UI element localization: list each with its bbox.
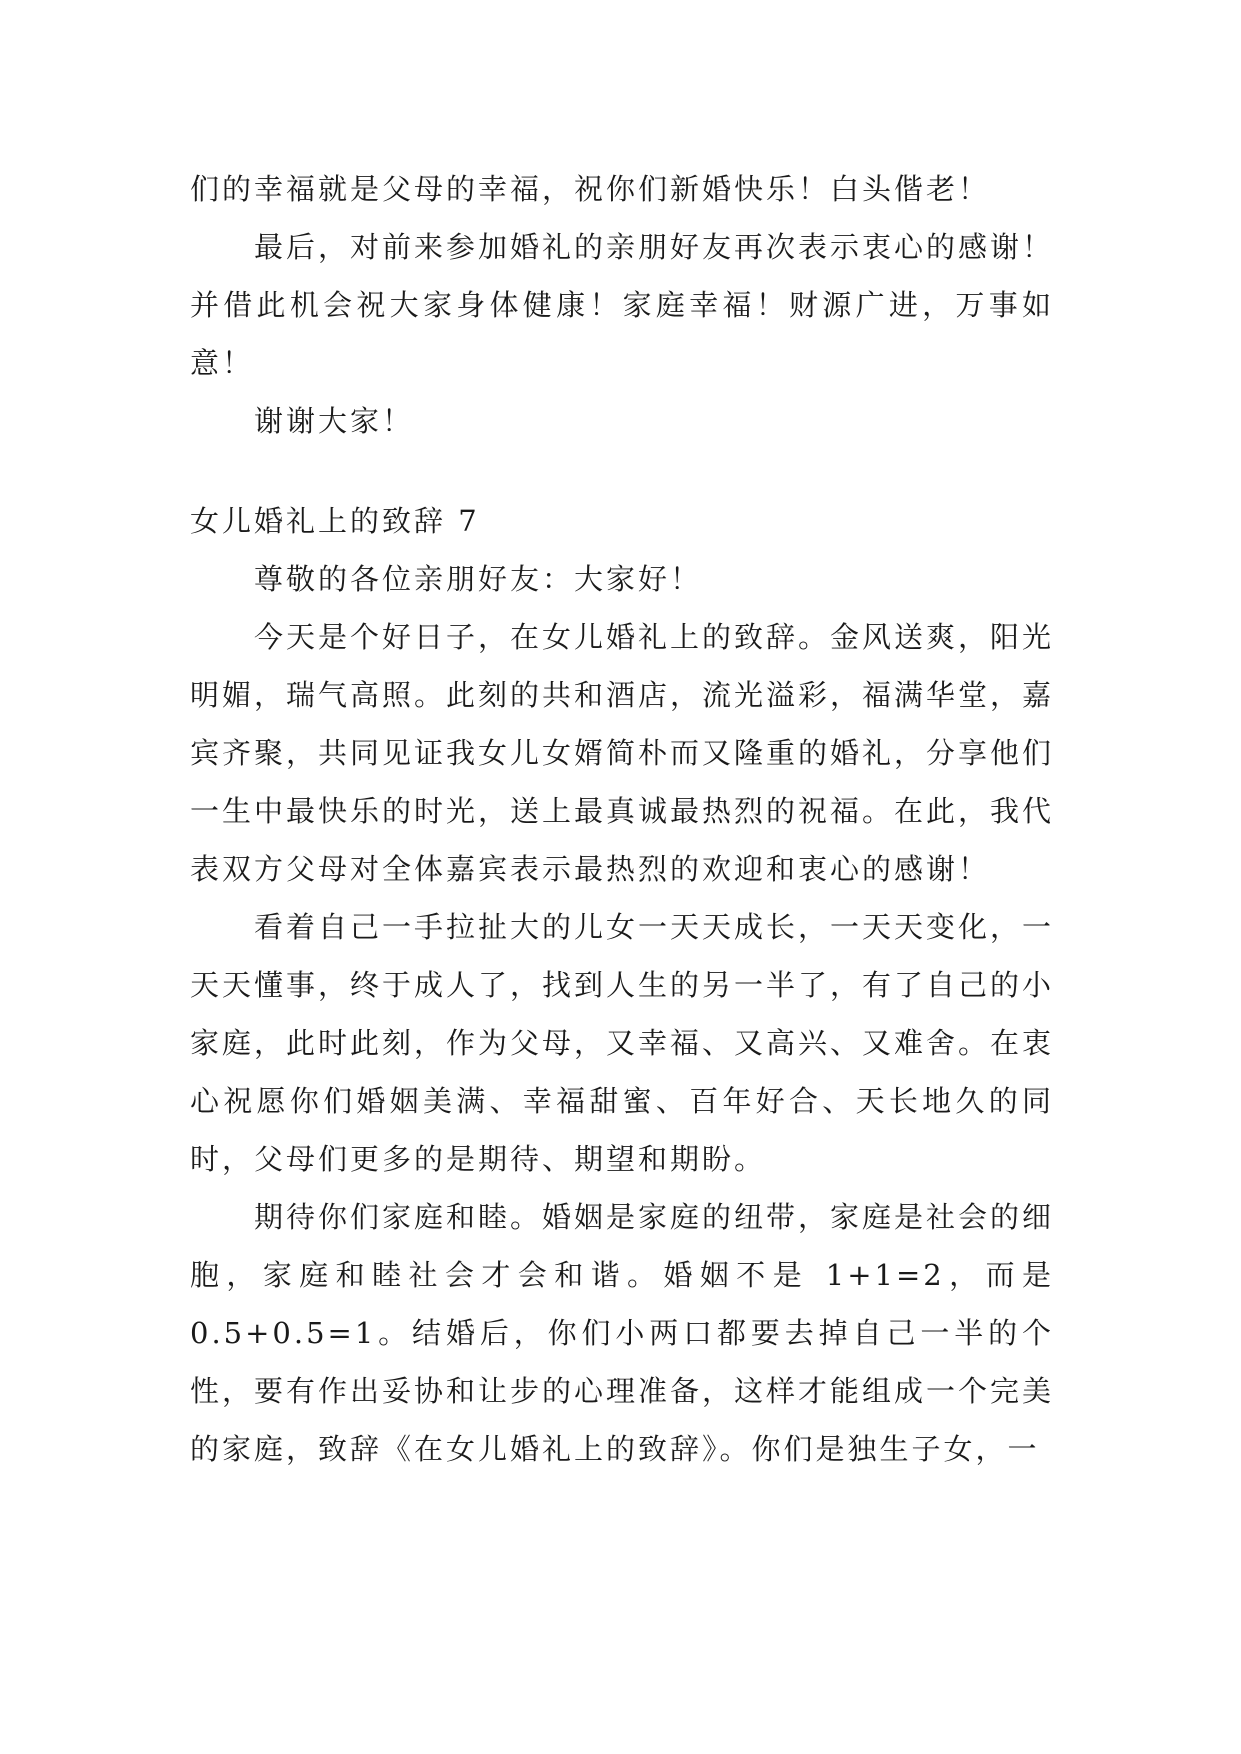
paragraph-harmony: 期待你们家庭和睦。婚姻是家庭的纽带，家庭是社会的细胞，家庭和睦社会才会和谐。婚姻不是 1+1=2，而是0.5+0.5=1。结婚后，你们小两口都要去掉自己一半的个性，要有作出妥协和让步的心理准备，这样才能组成一个完美的家庭，致辞《在女儿婚礼上的致辞》。你们是独生子女，一	[190, 1200, 1055, 1466]
paragraph-continuation: 们的幸福就是父母的幸福，祝你们新婚快乐！白头偕老！	[190, 172, 991, 206]
paragraph-opening: 今天是个好日子，在女儿婚礼上的致辞。金风送爽，阳光明媚，瑞气高照。此刻的共和酒店，流光溢彩，福满华堂，嘉宾齐聚，共同见证我女儿女婿简朴而又隆重的婚礼，分享他们一生中最快乐的时光，送上最真诚最热烈的祝福。在此，我代表双方父母对全体嘉宾表示最热烈的欢迎和衷心的感谢！	[190, 620, 1055, 886]
paragraph-growing-up: 看着自己一手拉扯大的儿女一天天成长，一天天变化，一天天懂事，终于成人了，找到人生的另一半了，有了自己的小家庭，此时此刻，作为父母，又幸福、又高兴、又难舍。在衷心祝愿你们婚姻美满、幸福甜蜜、百年好合、天长地久的同时，父母们更多的是期待、期望和期盼。	[190, 910, 1055, 1176]
paragraph-thanks: 最后，对前来参加婚礼的亲朋好友再次表示衷心的感谢！并借此机会祝大家身体健康！家庭幸福！财源广进，万事如意！	[190, 230, 1055, 380]
paragraph-closing: 谢谢大家！	[254, 404, 415, 438]
document-body	[190, 160, 1054, 1478]
section-title: 女儿婚礼上的致辞 7	[190, 504, 480, 538]
paragraph-greeting: 尊敬的各位亲朋好友：大家好！	[254, 562, 703, 596]
section-spacer	[190, 450, 1054, 492]
